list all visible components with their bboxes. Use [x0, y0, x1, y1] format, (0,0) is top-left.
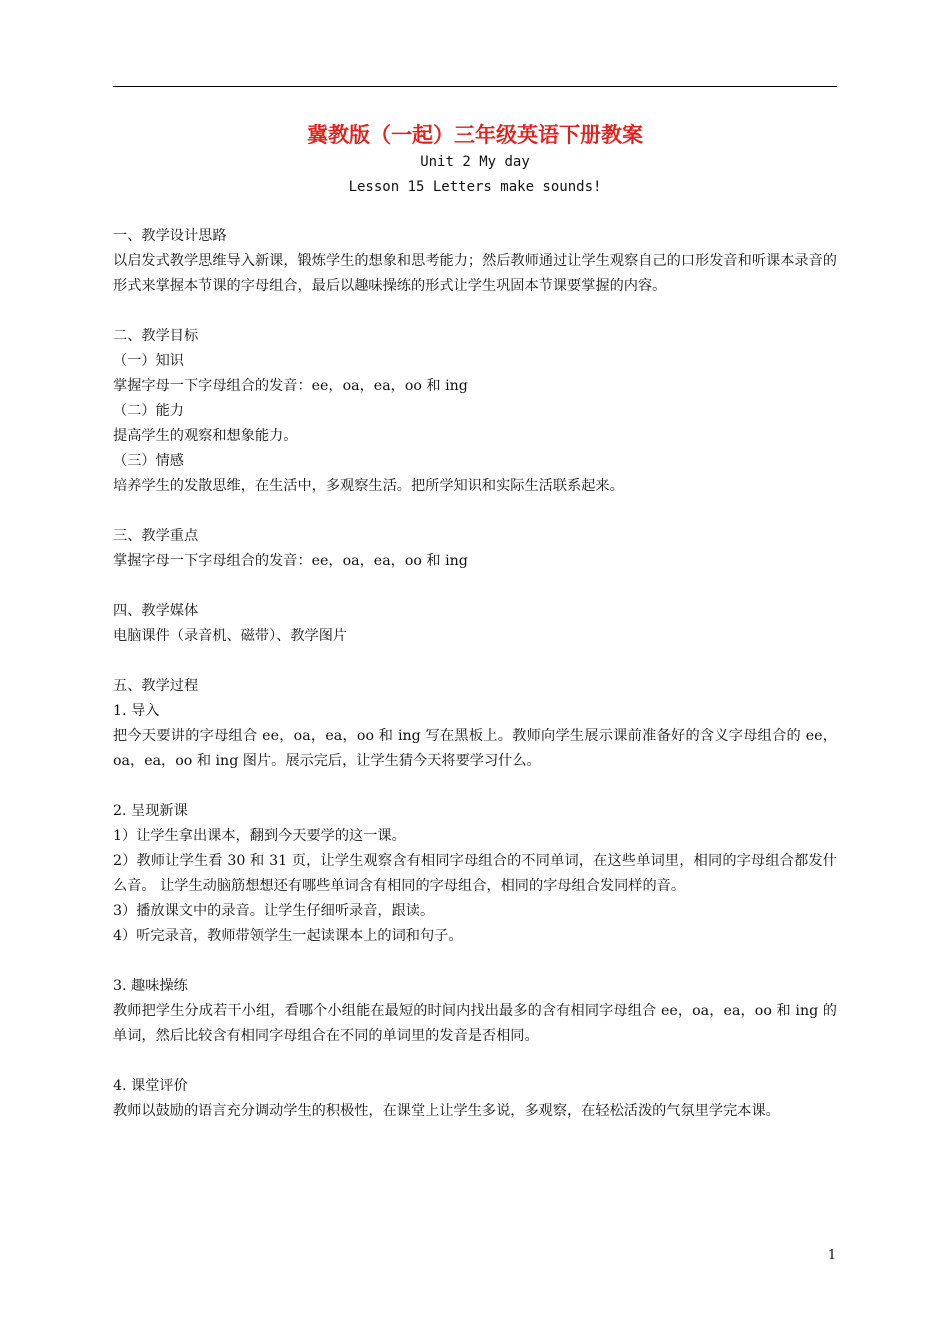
- document-body: [113, 224, 837, 1124]
- step-practice-text: 教师把学生分成若干小组，看哪个小组能在最短的时间内找出最多的含有相同字母组合 ee，oa，ea，oo 和 ing 的单词，然后比较含有相同字母组合在不同的单词里的发音是否相同。: [113, 1003, 837, 1044]
- section-heading-process: 五、教学过程: [113, 678, 199, 694]
- step-present-item-2: 2）教师让学生看 30 和 31 页，让学生观察含有相同字母组合的不同单词，在这些单词里，相同的字母组合都发什么音。 让学生动脑筋想想还有哪些单词含有相同的字母组合，相同的字母组合发同样的音。: [113, 853, 837, 894]
- spacer: [113, 949, 837, 974]
- step-practice-label: 3. 趣味操练: [113, 978, 188, 994]
- spacer: [113, 1049, 837, 1074]
- step-present-label: 2. 呈现新课: [113, 803, 188, 819]
- step-evaluation-label: 4. 课堂评价: [113, 1078, 188, 1094]
- spacer: [113, 299, 837, 324]
- step-evaluation-text: 教师以鼓励的语言充分调动学生的积极性，在课堂上让学生多说，多观察，在轻松活泼的气氛里学完本课。: [113, 1103, 780, 1119]
- objective-ability-label: （二）能力: [113, 403, 184, 419]
- section-heading-design: 一、教学设计思路: [113, 228, 227, 244]
- media-text: 电脑课件（录音机、磁带）、教学图片: [113, 628, 348, 644]
- objective-emotion-label: （三）情感: [113, 453, 184, 469]
- header-rule: [113, 86, 837, 87]
- step-present-item-4: 4）听完录音，教师带领学生一起读课本上的词和句子。: [113, 928, 463, 944]
- page-number: 1: [827, 1248, 837, 1263]
- document-title: 冀教版（一起）三年级英语下册教案: [307, 122, 643, 147]
- lesson-label: Lesson 15 Letters make sounds!: [348, 179, 602, 195]
- section-heading-key-points: 三、教学重点: [113, 528, 199, 544]
- step-intro-label: 1. 导入: [113, 703, 160, 719]
- spacer: [113, 574, 837, 599]
- section-heading-media: 四、教学媒体: [113, 603, 199, 619]
- step-present-item-3: 3）播放课文中的录音。让学生仔细听录音，跟读。: [113, 903, 435, 919]
- section-heading-objectives: 二、教学目标: [113, 328, 199, 344]
- spacer: [113, 499, 837, 524]
- document-header: [113, 120, 837, 200]
- spacer: [113, 774, 837, 799]
- unit-label: Unit 2 My day: [420, 154, 530, 170]
- key-points-text: 掌握字母一下字母组合的发音：ee，oa，ea，oo 和 ing: [113, 553, 468, 569]
- design-paragraph: 以启发式教学思维导入新课，锻炼学生的想象和思考能力；然后教师通过让学生观察自己的口形发音和听课本录音的形式来掌握本节课的字母组合，最后以趣味操练的形式让学生巩固本节课要掌握的内容。: [113, 253, 837, 294]
- spacer: [113, 649, 837, 674]
- objective-ability-text: 提高学生的观察和想象能力。: [113, 428, 298, 444]
- objective-emotion-text: 培养学生的发散思维，在生活中，多观察生活。把所学知识和实际生活联系起来。: [113, 478, 624, 494]
- step-intro-text: 把今天要讲的字母组合 ee，oa，ea，oo 和 ing 写在黑板上。教师向学生展示课前准备好的含义字母组合的 ee，oa，ea，oo 和 ing 图片。展示完后，让学生猜今天将要学习什么。: [113, 728, 837, 769]
- objective-knowledge-text: 掌握字母一下字母组合的发音：ee，oa，ea，oo 和 ing: [113, 378, 468, 394]
- step-present-item-1: 1）让学生拿出课本，翻到今天要学的这一课。: [113, 828, 406, 844]
- objective-knowledge-label: （一）知识: [113, 353, 184, 369]
